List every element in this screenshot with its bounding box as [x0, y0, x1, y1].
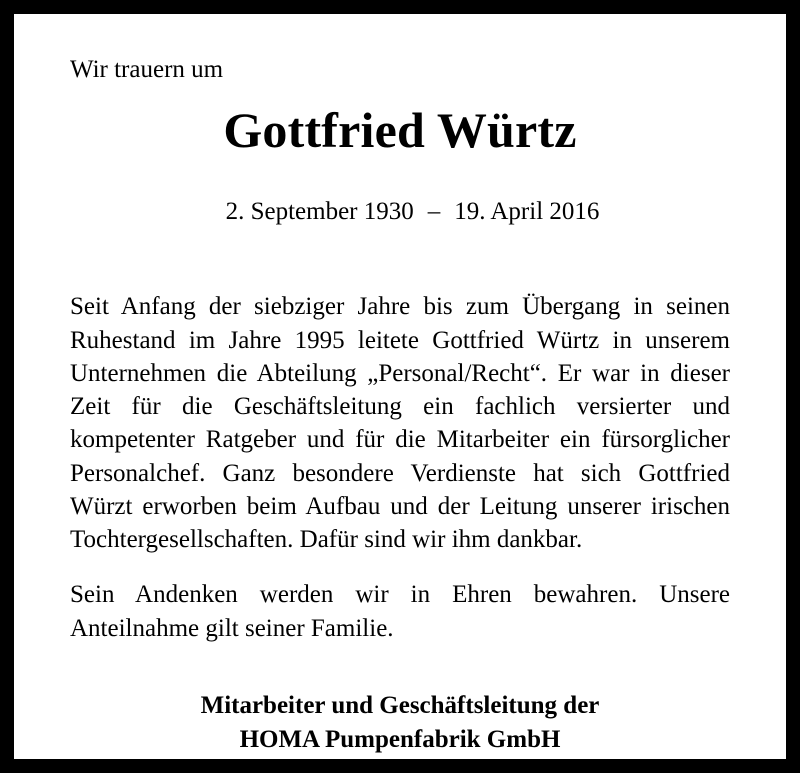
life-dates — [58, 170, 742, 254]
date-separator: – — [427, 198, 441, 226]
deceased-name: Gottfried Würtz — [223, 102, 577, 159]
intro-line: Wir trauern um — [70, 56, 224, 83]
signature-line-2: HOMA Pumpenfabrik GmbH — [239, 725, 561, 753]
death-date: 19. April 2016 — [454, 198, 600, 226]
tribute-paragraph-2: Sein Andenken werden wir in Ehren bewahren. Unsere Anteilnahme gilt seiner Familie. — [70, 581, 730, 642]
tribute-paragraph-1: Seit Anfang der siebziger Jahre bis zum Übergang in seinen Ruhestand im Jahre 1995 leitete Gottfried Würtz in unserem Unternehmen die Abteilung „Personal/Recht“. Er war in dieser Zeit für die Geschäftsleitung ein fachlich versierter und kompetenter Ratgeber und für die Mitarbeiter ein fürsorglicher Personalchef. Ganz besondere Verdienste hat sich Gottfried Würzt erworben beim Aufbau und der Leitung unserer irischen Tochtergesellschaften. Dafür sind wir ihm dankbar. — [70, 293, 730, 553]
signature-block — [58, 689, 742, 757]
signature-line-1: Mitarbeiter und Geschäftsleitung der — [200, 691, 600, 719]
birth-date: 2. September 1930 — [225, 198, 414, 226]
